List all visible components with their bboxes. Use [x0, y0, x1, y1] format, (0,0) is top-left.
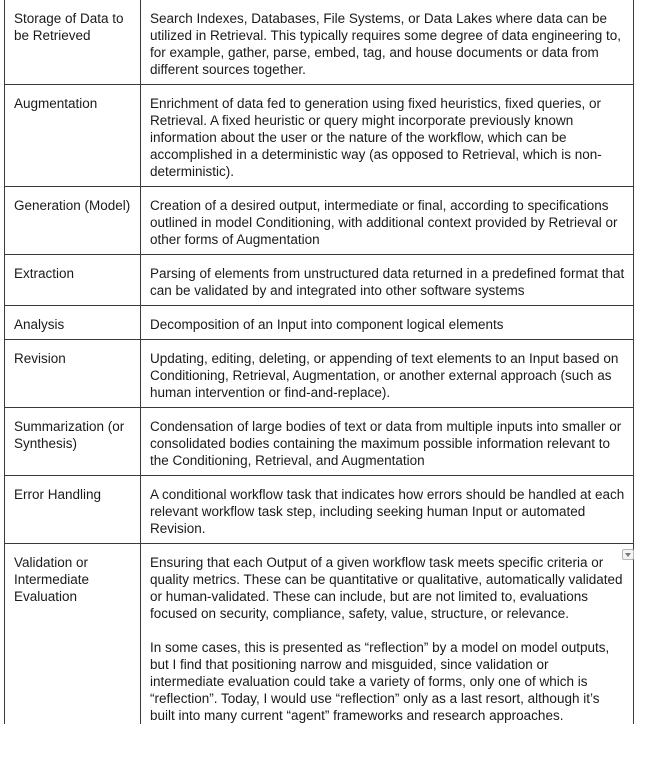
definition-text: Parsing of elements from unstructured data returned in a predefined format that can be validated by and integrated into other software systems — [150, 266, 625, 298]
term-cell: Storage of Data to be Retrieved — [5, 0, 141, 85]
definition-text: A conditional workflow task that indicates how errors should be handled at each relevant workflow task step, including seeking human Input or automated Revision. — [150, 487, 625, 536]
table-row — [5, 187, 634, 255]
table-row — [5, 408, 634, 476]
table-row — [5, 255, 634, 306]
table-row — [5, 544, 634, 725]
definition-cell — [141, 0, 634, 85]
definition-cell — [141, 255, 634, 306]
table-row — [5, 340, 634, 408]
definition-text: Ensuring that each Output of a given workflow task meets specific criteria or quality metrics. These can be quantitative or qualitative, automatically validated or human-validated. These can include, but are not limited to, evaluations focused on security, compliance, safety, value, structure, or relevance. — [150, 555, 623, 621]
term-cell: Analysis — [5, 306, 141, 340]
definitions-table — [4, 0, 634, 724]
term-cell: Revision — [5, 340, 141, 408]
table-row — [5, 0, 634, 85]
term-cell: Validation or Intermediate Evaluation — [5, 544, 141, 725]
definition-wrapper — [150, 554, 625, 724]
term-cell: Summarization (or Synthesis) — [5, 408, 141, 476]
definition-text: In some cases, this is presented as “reflection” by a model on model outputs, but I find that positioning narrow and misguided, since validation or intermediate evaluation could take a variety of forms, only one of which is “reflection”. Today, I would use “reflection” only as a last resort, although it’s built into many current “agent” frameworks and research approaches. — [150, 640, 610, 723]
definition-text: Search Indexes, Databases, File Systems, or Data Lakes where data can be utilized in Retrieval. This typically requires some degree of data engineering to, for example, gather, parse, embed, tag, and house documents or data from different sources together. — [150, 11, 622, 77]
table-row — [5, 476, 634, 544]
definition-text: Updating, editing, deleting, or appending of text elements to an Input based on Conditioning, Retrieval, Augmentation, or another external approach (such as human intervention or find-and-replace). — [150, 351, 619, 400]
term-cell: Error Handling — [5, 476, 141, 544]
chevron-down-icon[interactable] — [622, 549, 634, 560]
definition-text: Creation of a desired output, intermediate or final, according to specifications outlined in model Conditioning, with additional context provided by Retrieval or other forms of Augmentation — [150, 198, 618, 247]
definition-cell — [141, 187, 634, 255]
definition-text: Condensation of large bodies of text or data from multiple inputs into smaller or consolidated bodies containing the maximum possible information relevant to the Conditioning, Retrieval, and Augmentation — [150, 419, 622, 468]
definition-cell — [141, 476, 634, 544]
definition-cell — [141, 340, 634, 408]
definition-cell — [141, 306, 634, 340]
definition-cell — [141, 544, 634, 725]
definition-cell — [141, 408, 634, 476]
definition-text: Decomposition of an Input into component logical elements — [150, 317, 504, 332]
table-row — [5, 85, 634, 187]
definition-text: Enrichment of data fed to generation using fixed heuristics, fixed queries, or Retrieval. A fixed heuristic or query might incorporate previously known information about the user or the nature of the workflow, which can be accomplished in a deterministic way (as opposed to Retrieval, which is non-deterministic). — [150, 96, 602, 179]
term-cell: Generation (Model) — [5, 187, 141, 255]
table-row — [5, 306, 634, 340]
definition-cell — [141, 85, 634, 187]
term-cell: Extraction — [5, 255, 141, 306]
term-cell: Augmentation — [5, 85, 141, 187]
